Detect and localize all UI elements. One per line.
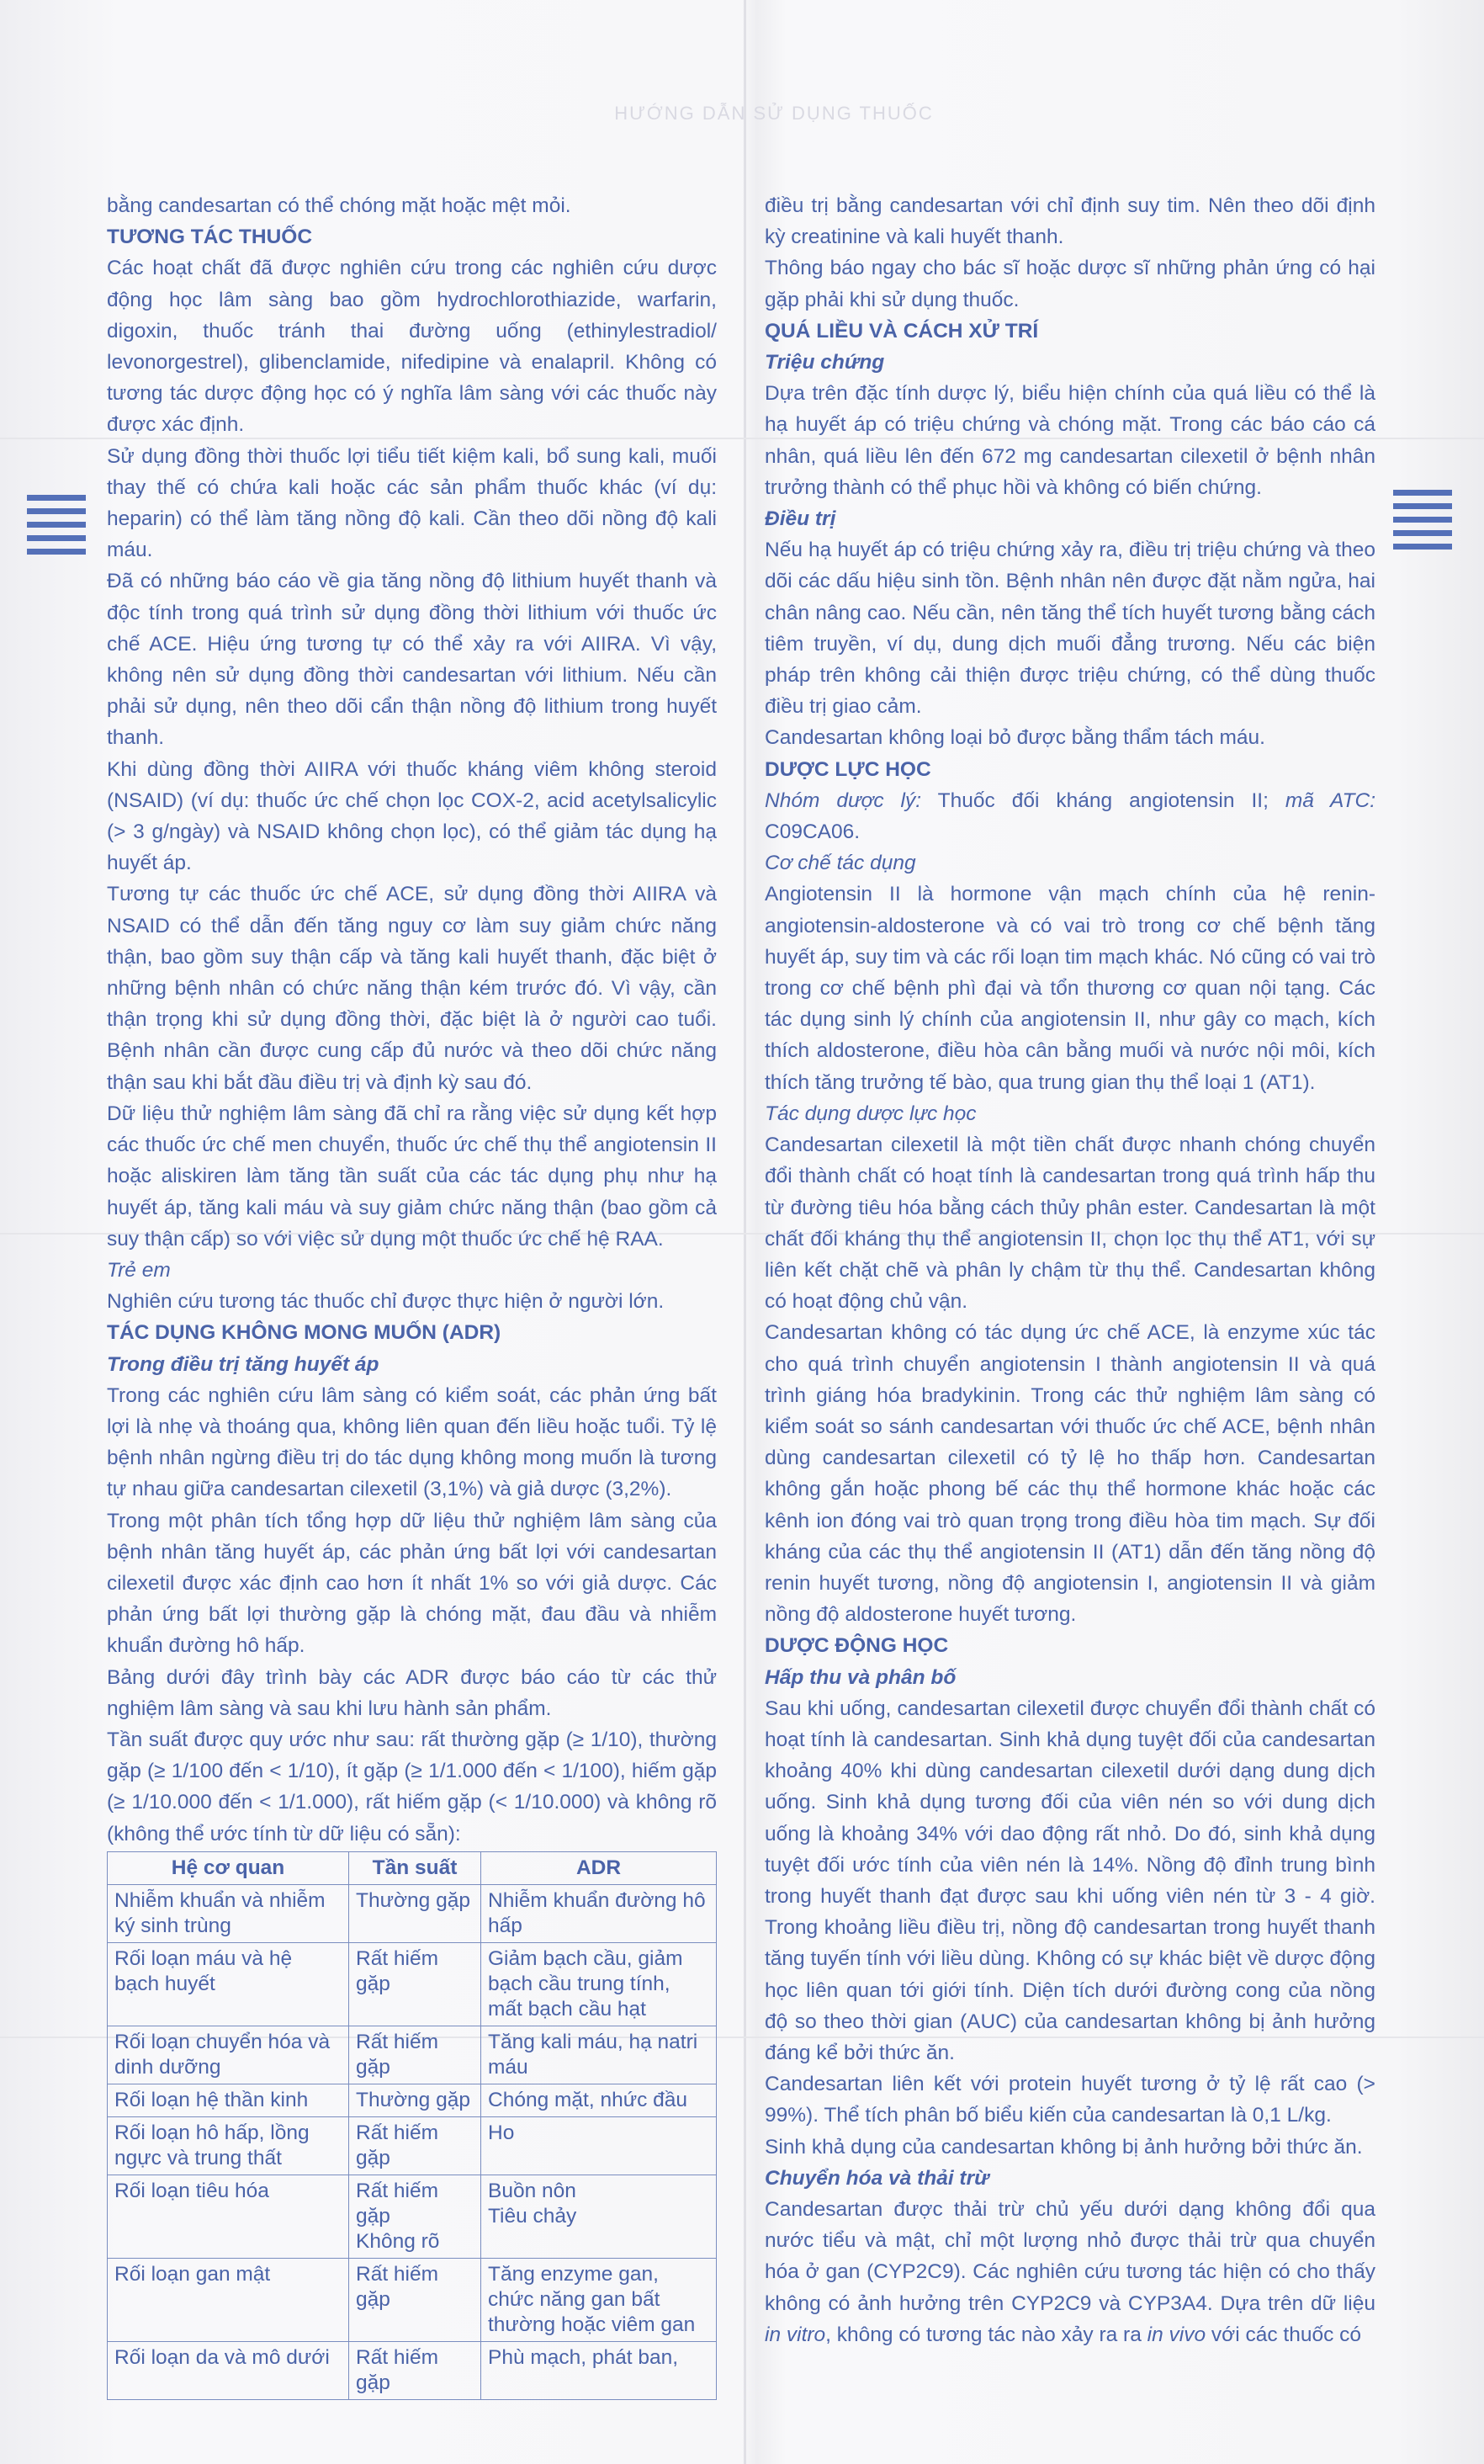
paragraph: Khi dùng đồng thời AIIRA với thuốc kháng viêm không steroid (NSAID) (ví dụ: thuốc ức chế chọn lọc COX-2, acid acetylsalicylic (> 3 g/ngày) và NSAID không chọn lọc), có thể giảm tác dụng hạ huyết áp. [107, 757, 717, 875]
subheading-symptoms: Triệu chứng [765, 351, 885, 374]
paragraph: Bảng dưới đây trình bày các ADR được báo cáo từ các thử nghiệm lâm sàng và sau khi lưu hành sản phẩm. [107, 1665, 717, 1720]
section-heading-interactions: TƯƠNG TÁC THUỐC [107, 226, 313, 249]
subheading-hypertension: Trong điều trị tăng huyết áp [107, 1352, 379, 1376]
subheading-effects: Tác dụng dược lực học [765, 1102, 977, 1125]
text-italic: in vivo [1147, 2323, 1206, 2346]
table-cell: Buồn nôn Tiêu chảy [481, 2175, 717, 2258]
table-row [108, 2258, 717, 2341]
section-heading-pharmacodynamics: DƯỢC LỰC HỌC [765, 757, 931, 781]
paragraph: Trong các nghiên cứu lâm sàng có kiểm soát, các phản ứng bất lợi là nhẹ và thoáng qua, không liên quan đến liều hoặc tuổi. Tỷ lệ bệnh nhân ngừng điều trị do tác dụng không mong muốn là tương tự nhau giữa candesartan cilexetil (3,1%) và giả dược (3,2%). [107, 1383, 717, 1501]
section-heading-overdose: QUÁ LIỀU VÀ CÁCH XỬ TRÍ [765, 319, 1039, 343]
table-header-row [108, 1851, 717, 1884]
fold-crease-vertical [744, 0, 746, 2464]
subheading-children: Trẻ em [107, 1258, 171, 1282]
paragraph: Sau khi uống, candesartan cilexetil được chuyển đổi thành chất có hoạt tính là candesartan. Sinh khả dụng tuyệt đối của candesartan khoảng 40% khi dùng candesartan cilexetil dưới dạng dung dịch uống. Sinh khả dụng tương đối của viên nén so với dung dịch uống là khoảng 34% với dao động rất nhỏ. Do đó, sinh khả dụng tuyệt đối ước tính của viên nén là 14%. Nồng độ đỉnh trung bình trong huyết thanh đạt được sau khi uống viên nén từ 3 - 4 giờ. Trong khoảng liều điều trị, nồng độ candesartan trong huyết thanh tăng tuyến tính với liều dùng. Không có sự khác biệt về dược động học liên quan tới giới tính. Diện tích dưới đường cong của nồng độ so theo thời gian (AUC) của candesartan không bị ảnh hưởng đáng kể bởi thức ăn. [765, 1697, 1375, 2064]
text: , không có tương tác nào xảy ra ra [825, 2323, 1147, 2346]
table-cell: Rối loạn chuyển hóa và dinh dưỡng [108, 2026, 349, 2084]
table-row [108, 2341, 717, 2399]
table-cell: Rối loạn tiêu hóa [108, 2175, 349, 2258]
subheading-treatment: Điều trị [765, 507, 836, 531]
paragraph: bằng candesartan có thể chóng mặt hoặc mệt mỏi. [107, 194, 571, 217]
paragraph: Dữ liệu thử nghiệm lâm sàng đã chỉ ra rằng việc sử dụng kết hợp các thuốc ức chế men chuyển, thuốc ức chế thụ thể angiotensin II hoặc aliskiren làm tăng tần suất của các tác dụng phụ như hạ huyết áp, tăng kali máu và suy giảm chức năng thận (bao gồm cả suy thận cấp) so với việc sử dụng một thuốc ức chế hệ RAA. [107, 1102, 717, 1251]
table-cell: Phù mạch, phát ban, [481, 2341, 717, 2399]
text: Candesartan được thải trừ chủ yếu dưới dạng không đổi qua nước tiểu và mật, chỉ một lượng nhỏ được thải trừ qua chuyển hóa ở gan (CYP2C9). Các nghiên cứu tương tác hiện có cho thấy không có ảnh hưởng trên CYP2C9 và CYP3A4. Dựa trên dữ liệu [765, 2198, 1375, 2315]
table-cell: Rất hiếm gặp [349, 2258, 481, 2341]
paragraph: Sinh khả dụng của candesartan không bị ảnh hưởng bởi thức ăn. [765, 2135, 1363, 2159]
subheading-metabolism: Chuyển hóa và thải trừ [765, 2166, 989, 2190]
table-cell: Rất hiếm gặp [349, 2341, 481, 2399]
paragraph: điều trị bằng candesartan với chỉ định suy tim. Nên theo dõi định kỳ creatinine và kali huyết thanh. [765, 194, 1375, 249]
paragraph: Nếu hạ huyết áp có triệu chứng xảy ra, điều trị triệu chứng và theo dõi các dấu hiệu sinh tồn. Bệnh nhân nên được đặt nằm ngửa, hai chân nâng cao. Nếu cần, nên tăng thể tích huyết tương bằng cách tiêm truyền, ví dụ, dung dịch muối đẳng trương. Nếu các biện pháp trên không cải thiện được triệu chứng, có thể dùng thuốc điều trị giao cảm. [765, 539, 1375, 719]
paragraph: Angiotensin II là hormone vận mạch chính của hệ renin-angiotensin-aldosterone và có vai trò trong cơ chế bệnh tăng huyết áp, suy tim và các rối loạn tim mạch khác. Nó cũng có vai trò trong cơ chế bệnh phì đại và tổn thương cơ quan nội tạng. Các tác dụng sinh lý chính của angiotensin II, như gây co mạch, kích thích aldosterone, điều hòa cân bằng muối và nước nội môi, kích thích tăng trưởng tế bào, qua trung gian thụ thể loại 1 (AT1). [765, 883, 1375, 1094]
margin-marks-right [1393, 490, 1452, 557]
table-cell: Thường gặp [349, 1884, 481, 1942]
paragraph: Đã có những báo cáo về gia tăng nồng độ lithium huyết thanh và độc tính trong quá trình sử dụng đồng thời lithium với thuốc ức chế ACE. Hiệu ứng tương tự có thể xảy ra với AIIRA. Vì vậy, không nên sử dụng đồng thời candesartan với lithium. Nếu cần phải sử dụng, nên theo dõi cẩn thận nồng độ lithium trong huyết thanh. [107, 570, 717, 750]
label-atc: mã ATC: [1285, 789, 1376, 812]
table-cell: Rối loạn gan mật [108, 2258, 349, 2341]
table-row [108, 1884, 717, 1942]
table-cell: Nhiễm khuẩn và nhiễm ký sinh trùng [108, 1884, 349, 1942]
table-cell: Tăng kali máu, hạ natri máu [481, 2026, 717, 2084]
paragraph-pharmacologic-group [765, 785, 1375, 847]
table-cell: Rối loạn máu và hệ bạch huyết [108, 1942, 349, 2026]
margin-marks-left [27, 495, 86, 562]
table-cell: Ho [481, 2116, 717, 2175]
table-cell: Rối loạn da và mô dưới [108, 2341, 349, 2399]
table-cell: Rất hiếm gặp [349, 1942, 481, 2026]
faint-header-text: HƯỚNG DẪN SỬ DỤNG THUỐC [614, 103, 934, 124]
paragraph: Candesartan không có tác dụng ức chế ACE, là enzyme xúc tác cho quá trình chuyển angiotensin I thành angiotensin II và quá trình giáng hóa bradykinin. Trong các thử nghiệm lâm sàng có kiểm soát so sánh candesartan với thuốc ức chế ACE, bệnh nhân dùng candesartan cilexetil có tỷ lệ ho thấp hơn. Candesartan không gắn hoặc phong bế các thụ thể hormone khác hoặc các kênh ion đóng vai trò quan trọng trong điều hòa tim mạch. Sự đối kháng của các thụ thể angiotensin II (AT1) dẫn đến tăng nồng độ renin huyết tương, nồng độ angiotensin I, angiotensin II và giảm nồng độ aldosterone huyết tương. [765, 1321, 1375, 1627]
text-pharmacologic-group: Thuốc đối kháng angiotensin II; [921, 789, 1285, 812]
paragraph: Dựa trên đặc tính dược lý, biểu hiện chính của quá liều có thể là hạ huyết áp có triệu chứng và chóng mặt. Trong các báo cáo cá nhân, quá liều lên đến 672 mg candesartan cilexetil ở bệnh nhân trưởng thành có thể phục hồi và không có biến chứng. [765, 382, 1375, 499]
paragraph-metabolism [765, 2194, 1375, 2350]
table-row [108, 2175, 717, 2258]
table-header-cell: ADR [481, 1851, 717, 1884]
paragraph: Tương tự các thuốc ức chế ACE, sử dụng đồng thời AIIRA và NSAID có thể dẫn đến tăng nguy cơ làm suy giảm chức năng thận, bao gồm suy thận cấp và tăng kali huyết thanh, đặc biệt ở những bệnh nhân có chức năng thận kém trước đó. Vì vậy, cần thận trọng khi sử dụng đồng thời, đặc biệt là ở người cao tuổi. Bệnh nhân cần được cung cấp đủ nước và theo dõi chức năng thận sau khi bắt đầu điều trị và định kỳ sau đó. [107, 883, 717, 1094]
table-row [108, 1942, 717, 2026]
table-header-cell: Tần suất [349, 1851, 481, 1884]
paragraph: Candesartan không loại bỏ được bằng thẩm tách máu. [765, 726, 1265, 750]
table-row [108, 2116, 717, 2175]
table-cell: Rối loạn hệ thần kinh [108, 2084, 349, 2116]
table-cell: Chóng mặt, nhức đầu [481, 2084, 717, 2116]
adr-table [107, 1851, 717, 2400]
label-pharmacologic-group: Nhóm dược lý: [765, 789, 922, 812]
table-header-cell: Hệ cơ quan [108, 1851, 349, 1884]
section-heading-adr: TÁC DỤNG KHÔNG MONG MUỐN (ADR) [107, 1321, 501, 1345]
text-atc: C09CA06. [765, 820, 861, 844]
table-cell: Tăng enzyme gan, chức năng gan bất thường hoặc viêm gan [481, 2258, 717, 2341]
table-cell: Nhiễm khuẩn đường hô hấp [481, 1884, 717, 1942]
paragraph: Candesartan cilexetil là một tiền chất được nhanh chóng chuyển đổi thành chất có hoạt tính là candesartan trong quá trình hấp thu từ đường tiêu hóa bằng cách thủy phân ester. Candesartan là một chất đối kháng thụ thể angiotensin II, chọn lọc thụ thể AT1, với sự liên kết chặt chẽ và phân ly chậm từ thụ thể. Candesartan không có hoạt động chủ vận. [765, 1134, 1375, 1314]
table-cell: Rối loạn hô hấp, lồng ngực và trung thất [108, 2116, 349, 2175]
paragraph: Nghiên cứu tương tác thuốc chỉ được thực hiện ở người lớn. [107, 1290, 665, 1314]
subheading-absorption: Hấp thu và phân bố [765, 1665, 957, 1689]
paragraph: Các hoạt chất đã được nghiên cứu trong các nghiên cứu dược động học lâm sàng bao gồm hydrochlorothiazide, warfarin, digoxin, thuốc tránh thai đường uống (ethinylestradiol/ levonorgestrel), glibenclamide, nifedipine và enalapril. Không có tương tác dược động học có ý nghĩa lâm sàng với các thuốc này được xác định. [107, 257, 717, 437]
text-italic: in vitro [765, 2323, 826, 2346]
table-row [108, 2026, 717, 2084]
table-cell: Rất hiếm gặp [349, 2026, 481, 2084]
section-heading-pharmacokinetics: DƯỢC ĐỘNG HỌC [765, 1634, 949, 1658]
table-cell: Rất hiếm gặp [349, 2116, 481, 2175]
paragraph: Sử dụng đồng thời thuốc lợi tiểu tiết kiệm kali, bổ sung kali, muối thay thế có chứa kali hoặc các sản phẩm thuốc khác (ví dụ: heparin) có thể làm tăng nồng độ kali. Cần theo dõi nồng độ kali máu. [107, 444, 717, 562]
table-row [108, 2084, 717, 2116]
paragraph: Thông báo ngay cho bác sĩ hoặc dược sĩ những phản ứng có hại gặp phải khi sử dụng thuốc. [765, 257, 1375, 311]
table-cell: Rất hiếm gặp Không rõ [349, 2175, 481, 2258]
table-cell: Thường gặp [349, 2084, 481, 2116]
paragraph: Tần suất được quy ước như sau: rất thường gặp (≥ 1/10), thường gặp (≥ 1/100 đến < 1/10), ít gặp (≥ 1/1.000 đến < 1/100), hiếm gặp (≥ 1/10.000 đến < 1/1.000), rất hiếm gặp (< 1/10.000) và không rõ (không thể ước tính từ dữ liệu có sẵn): [107, 1728, 717, 1845]
right-column [765, 190, 1375, 2350]
subheading-mechanism: Cơ chế tác dụng [765, 852, 916, 875]
left-column [107, 190, 717, 2400]
table-cell: Giảm bạch cầu, giảm bạch cầu trung tính, mất bạch cầu hạt [481, 1942, 717, 2026]
text: với các thuốc có [1206, 2323, 1362, 2346]
paragraph: Trong một phân tích tổng hợp dữ liệu thử nghiệm lâm sàng của bệnh nhân tăng huyết áp, các phản ứng bất lợi với candesartan cilexetil được xác định cao hơn ít nhất 1% so với giả dược. Các phản ứng bất lợi thường gặp là chóng mặt, đau đầu và nhiễm khuẩn đường hô hấp. [107, 1509, 717, 1658]
paragraph: Candesartan liên kết với protein huyết tương ở tỷ lệ rất cao (> 99%). Thể tích phân bố biểu kiến của candesartan là 0,1 L/kg. [765, 2073, 1375, 2127]
